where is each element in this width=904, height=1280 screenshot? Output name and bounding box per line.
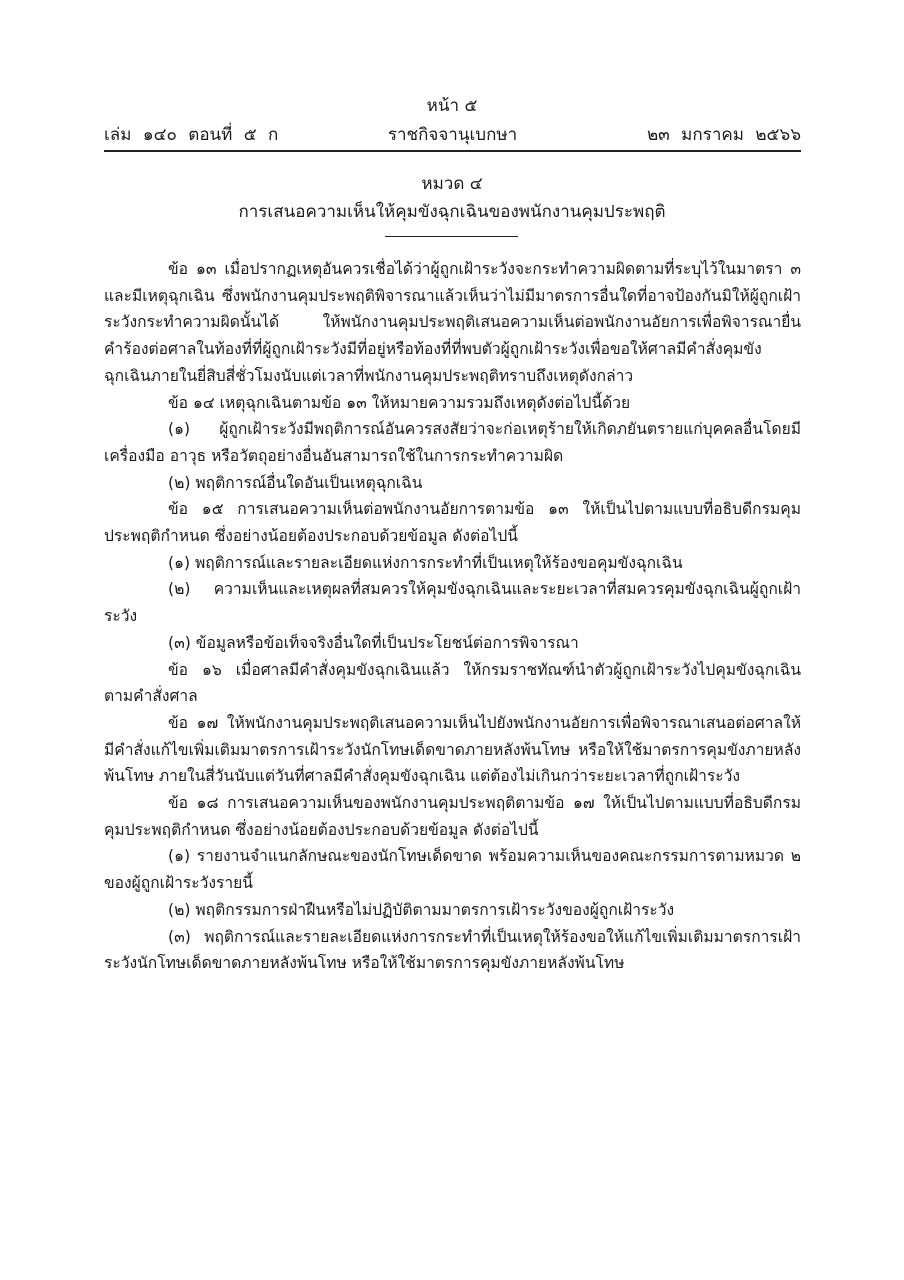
- title-divider: [385, 236, 518, 237]
- clause-15-item-2: (๒) ความเห็นและเหตุผลที่สมควรให้คุมขังฉุกเฉินและระยะเวลาที่สมควรคุมขังฉุกเฉินผู้ถูกเฝ้าระวัง: [104, 580, 801, 626]
- clause-18-item-3: (๓) พฤติการณ์และรายละเอียดแห่งการกระทำที่เป็นเหตุให้ร้องขอให้แก้ไขเพิ่มเติมมาตรการเฝ้าระวังนักโทษเด็ดขาดภายหลังพ้นโทษ หรือให้ใช้มาตรการคุมขังภายหลังพ้นโทษ: [104, 927, 801, 973]
- page-number: หน้า ๕: [426, 96, 478, 116]
- clause-18: ข้อ ๑๘ การเสนอความเห็นของพนักงานคุมประพฤติตามข้อ ๑๗ ให้เป็นไปตามแบบที่อธิบดีกรมคุมประพฤติกำหนด ซึ่งอย่างน้อยต้องประกอบด้วยข้อมูล ดังต่อไปนี้: [104, 794, 801, 839]
- clause-16: ข้อ ๑๖ เมื่อศาลมีคำสั่งคุมขังฉุกเฉินแล้ว ให้กรมราชทัณฑ์นำตัวผู้ถูกเฝ้าระวังไปคุมขังฉุกเฉินตามคำสั่งศาล: [104, 660, 801, 706]
- chapter-title: การเสนอความเห็นให้คุมขังฉุกเฉินของพนักงานคุมประพฤติ: [238, 202, 666, 222]
- clause-14-item-2: (๒) พฤติการณ์อื่นใดอันเป็นเหตุฉุกเฉิน: [168, 473, 423, 492]
- clause-15-item-1: (๑) พฤติการณ์และรายละเอียดแห่งการกระทำที่เป็นเหตุให้ร้องขอคุมขังฉุกเฉิน: [168, 553, 683, 572]
- clause-13: ข้อ ๑๓ เมื่อปรากฏเหตุอันควรเชื่อได้ว่าผู้ถูกเฝ้าระวังจะกระทำความผิดตามที่ระบุไว้ในมาตรา ๓ และมีเหตุฉุกเฉิน ซึ่งพนักงานคุมประพฤติพิจารณาแล้วเห็นว่าไม่มีมาตรการอื่นใดที่อาจป้องกันมิให้ผู้ถูกเฝ้าระวังกระทำความผิดนั้นได้ ให้พนักงานคุมประพฤติเสนอความเห็นต่อพนักงานอัยการเพื่อพิจารณายื่นคำร้องต่อศาลในท้องที่ที่ผู้ถูกเฝ้าระวังมีที่อยู่หรือท้องที่ที่พบตัวผู้ถูกเฝ้าระวังเพื่อขอให้ศาลมีคำสั่งคุมขังฉุกเฉินภายในยี่สิบสี่ชั่วโมงนับแต่เวลาที่พนักงานคุมประพฤติทราบถึงเหตุดังกล่าว: [104, 260, 801, 385]
- clause-17: ข้อ ๑๗ ให้พนักงานคุมประพฤติเสนอความเห็นไปยังพนักงานอัยการเพื่อพิจารณาเสนอต่อศาลให้มีคำสั่งแก้ไขเพิ่มเติมมาตรการเฝ้าระวังนักโทษเด็ดขาดภายหลังพ้นโทษ หรือให้ใช้มาตรการคุมขังภายหลังพ้นโทษ ภายในสี่วันนับแต่วันที่ศาลมีคำสั่งคุมขังฉุกเฉิน แต่ต้องไม่เกินกว่าระยะเวลาที่ถูกเฝ้าระวัง: [104, 713, 801, 786]
- volume-issue: เล่ม ๑๔๐ ตอนที่ ๕ ก: [104, 125, 279, 145]
- clause-15-item-3: (๓) ข้อมูลหรือข้อเท็จจริงอื่นใดที่เป็นประโยชน์ต่อการพิจารณา: [168, 633, 579, 652]
- clause-15: ข้อ ๑๕ การเสนอความเห็นต่อพนักงานอัยการตามข้อ ๑๓ ให้เป็นไปตามแบบที่อธิบดีกรมคุมประพฤติกำหนด ซึ่งอย่างน้อยต้องประกอบด้วยข้อมูล ดังต่อไปนี้: [104, 500, 801, 546]
- clause-14: ข้อ ๑๔ เหตุฉุกเฉินตามข้อ ๑๓ ให้หมายความรวมถึงเหตุดังต่อไปนี้ด้วย: [168, 393, 631, 412]
- header-divider: [104, 150, 801, 152]
- running-header: [104, 122, 801, 148]
- publication-date: ๒๓ มกราคม ๒๕๖๖: [646, 125, 801, 145]
- publication-name: ราชกิจจานุเบกษา: [387, 125, 518, 145]
- clause-18-item-2: (๒) พฤติกรรมการฝ่าฝืนหรือไม่ปฏิบัติตามมาตรการเฝ้าระวังของผู้ถูกเฝ้าระวัง: [168, 900, 675, 919]
- clause-18-item-1: (๑) รายงานจำแนกลักษณะของนักโทษเด็ดขาด พร้อมความเห็นของคณะกรรมการตามหมวด ๒ ของผู้ถูกเฝ้าระวังรายนี้: [104, 847, 801, 893]
- document-body: [104, 256, 801, 977]
- chapter-number: หมวด ๔: [421, 174, 483, 194]
- clause-14-item-1: (๑) ผู้ถูกเฝ้าระวังมีพฤติการณ์อันควรสงสัยว่าจะก่อเหตุร้ายให้เกิดภยันตรายแก่บุคคลอื่นโดยมีเครื่องมือ อาวุธ หรือวัตถุอย่างอื่นอันสามารถใช้ในการกระทำความผิด: [104, 420, 801, 465]
